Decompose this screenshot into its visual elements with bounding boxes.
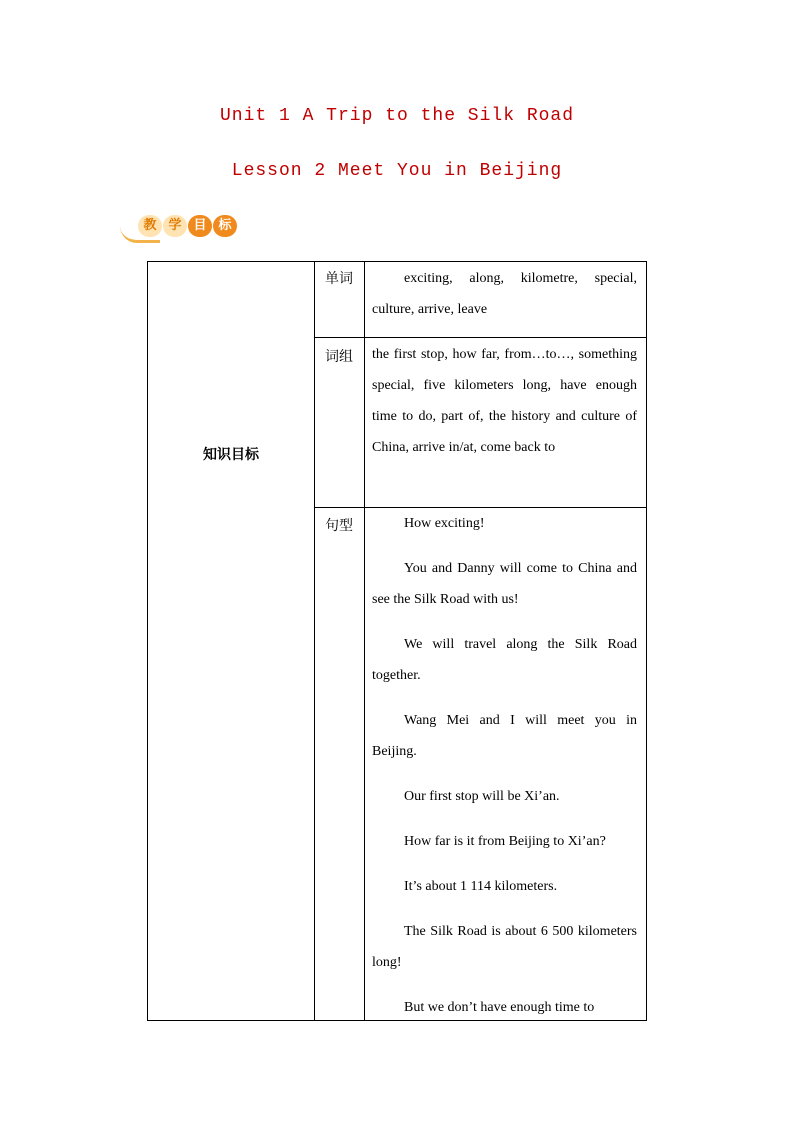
badge-char: 目 [188,215,212,237]
column-divider [364,262,365,1020]
knowledge-goals-table [147,261,647,1021]
sentences-cell [372,508,637,1037]
main-category-label: 知识目标 [203,447,259,463]
sentence: We will travel along the Silk Road together. [372,637,637,683]
row-divider [314,337,646,338]
sentence: It’s about 1 114 kilometers. [404,879,558,894]
phrases-content: the first stop, how far, from…to…, something special, five kilometers long, have enough time to do, part of, the history and culture of China, arrive in/at, come back to [372,347,637,455]
badge-char: 标 [213,215,237,237]
column-divider [314,262,315,1020]
unit-title: Unit 1 A Trip to the Silk Road [219,106,575,126]
category-label-phrases: 词组 [325,349,353,365]
phrases-cell [372,339,637,463]
category-label-words: 单词 [325,271,353,287]
words-cell [372,263,637,325]
words-content: exciting, along, kilometre, special, culture, arrive, leave [372,271,637,317]
teaching-goals-badge [120,212,230,240]
sentence: How far is it from Beijing to Xi’an? [404,834,606,849]
sentence: The Silk Road is about 6 500 kilometers long! [372,924,637,970]
sentence: Wang Mei and I will meet you in Beijing. [372,713,637,759]
sentence: How exciting! [404,516,485,531]
badge-char: 学 [163,215,187,237]
sentence: Our first stop will be Xi’an. [404,789,560,804]
category-label-sentences: 句型 [325,518,353,534]
badge-char: 教 [138,215,162,237]
sentence: But we don’t have enough time to [404,1000,595,1015]
lesson-title: Lesson 2 Meet You in Beijing [231,161,563,181]
sentence: You and Danny will come to China and see the Silk Road with us! [372,561,637,607]
